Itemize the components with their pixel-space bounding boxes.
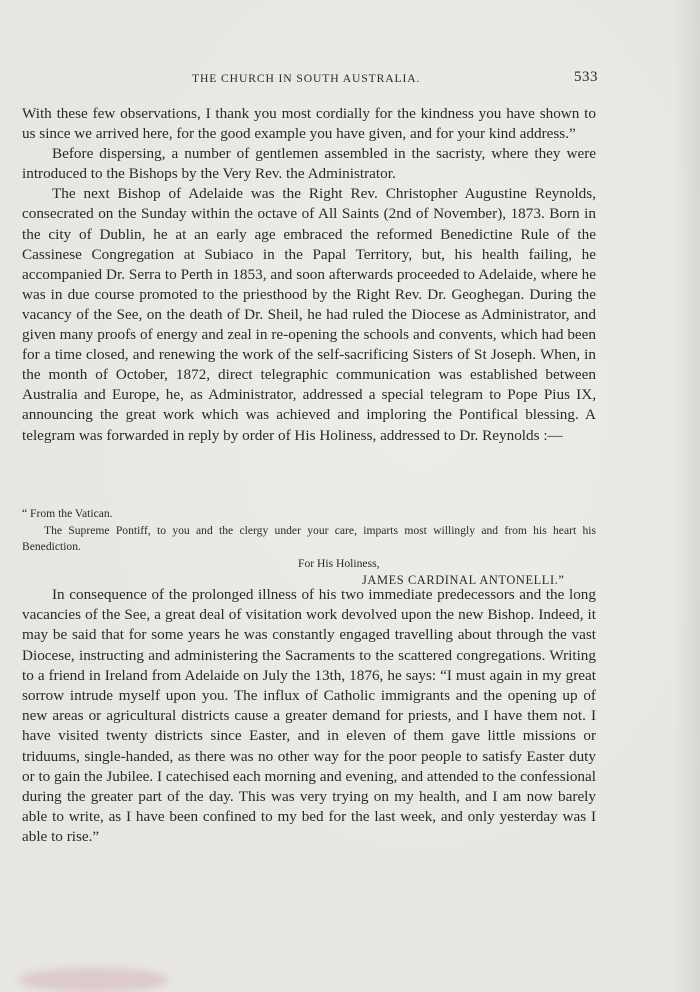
body-text-lower: [22, 585, 596, 848]
running-head: [0, 71, 700, 89]
page-number: 533: [574, 69, 598, 85]
paragraph-closing-address: With these few observations, I thank you most cordially for the kindness you have shown to us since we arrived here, for the good example you have given, and for your kind address.”: [22, 105, 596, 143]
telegram-signature: JAMES CARDINAL ANTONELLI.”: [362, 573, 565, 588]
page-edge-shadow: [672, 0, 700, 992]
paragraph-bishop-reynolds: The next Bishop of Adelaide was the Right Rev. Christopher Augustine Reynolds, consecrated on the Sunday within the octave of All Saints (2nd of November), 1873. Born in the city of Dublin, he at an early age embraced the reformed Benedictine Rule of the Cassinese Congregation at Subiaco in the Papal Territory, but, his health failing, he accompanied Dr. Serra to Perth in 1853, and soon afterwards proceeded to Adelaide, where he was in due course promoted to the priesthood by the Right Rev. Dr. Geoghegan. During the vacancy of the See, on the death of Dr. Sheil, he had ruled the Diocese as Administrator, and given many proofs of energy and zeal in re-opening the schools and convents, which had been for a time closed, and renewing the work of the self-sacrificing Sisters of St Joseph. When, in the month of October, 1872, direct telegraphic communication was established between Australia and Europe, he, as Administrator, addressed a special telegram to Pope Pius IX, announcing the great work which was achieved and imploring the Pontifical blessing. A telegram was forwarded in reply by order of His Holiness, addressed to Dr. Reynolds :—: [22, 185, 596, 444]
body-text-upper: [22, 104, 596, 446]
running-title: THE CHURCH IN SOUTH AUSTRALIA.: [192, 72, 421, 85]
telegram-from: “ From the Vatican.: [22, 507, 113, 520]
telegram-for-line: For His Holiness,: [298, 556, 380, 570]
paragraph-sacristy: Before dispersing, a number of gentlemen assembled in the sacristy, where they were introduced to the Bishops by the Very Rev. the Administrator.: [22, 145, 596, 183]
telegram-quote: [22, 506, 596, 589]
page-stain: [18, 968, 168, 992]
paragraph-visitation-work: In consequence of the prolonged illness of his two immediate predecessors and the long vacancies of the See, a great deal of visitation work devolved upon the new Bishop. Indeed, it may be said that for some years he was constantly engaged travelling about through the vast Diocese, instructing and administering the Sacraments to the scattered congregations. Writing to a friend in Ireland from Adelaide on July the 13th, 1876, he says: “I must again in my great sorrow intrude myself upon you. The influx of Catholic immigrants and the opening up of new areas or agricultural districts cause a greater demand for priests, and I have them not. I have visited twenty districts since Easter, and in eleven of them gave little missions or triduums, single-handed, as there was no other way for the poor people to satisfy Easter duty or to gain the Jubilee. I catechised each morning and evening, and attended to the confessional during the greater part of the day. This was very trying on my health, and I am now barely able to write, as I have been confined to my bed for the last week, and only yesterday was I able to rise.”: [22, 586, 596, 846]
telegram-body: The Supreme Pontiff, to you and the clergy under your care, imparts most willingly and from his heart his Benediction.: [22, 523, 596, 554]
